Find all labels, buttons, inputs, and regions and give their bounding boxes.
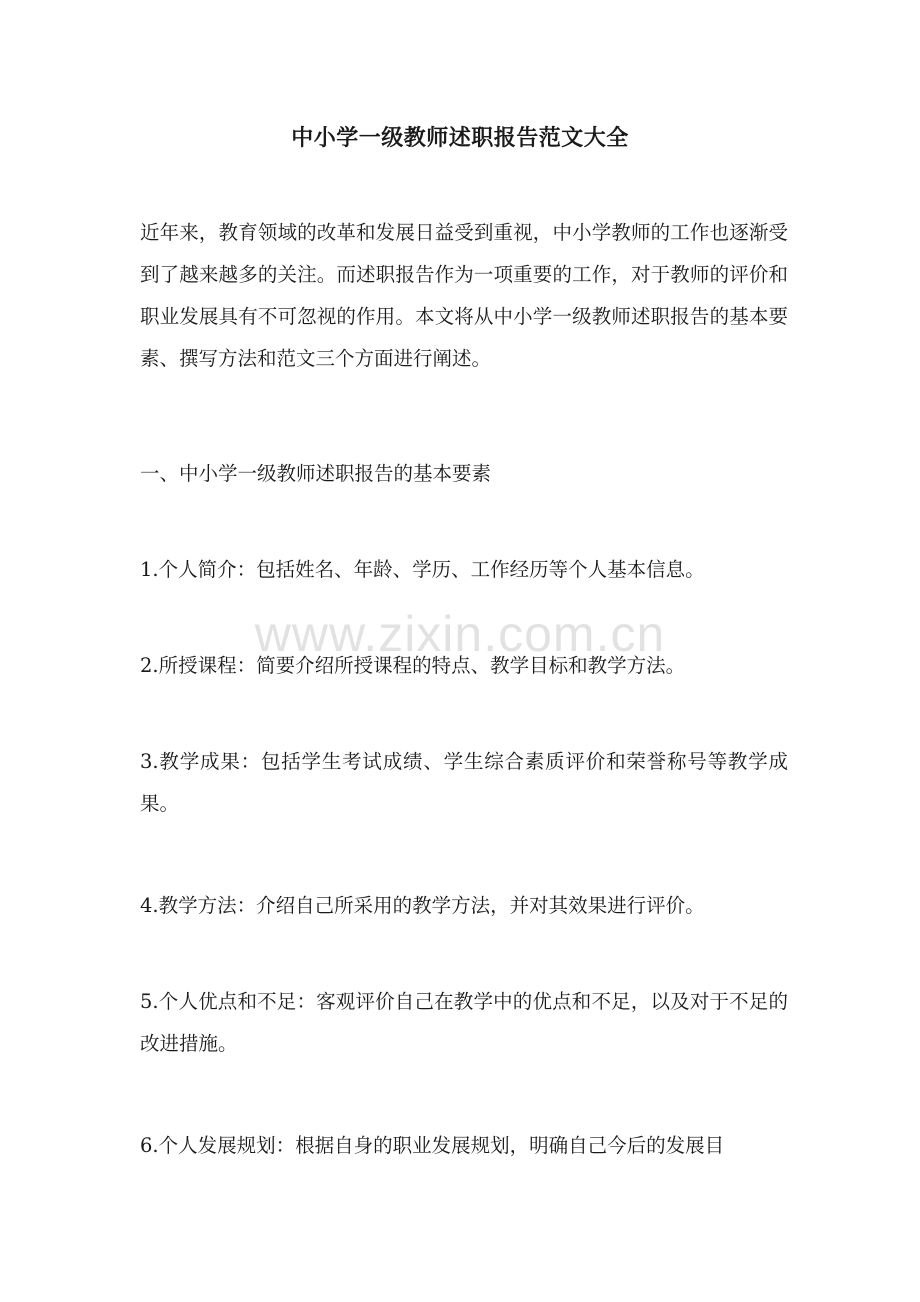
intro-paragraph: 近年来，教育领域的改革和发展日益受到重视，中小学教师的工作也逐渐受到了越来越多的关注。而述职报告作为一项重要的工作，对于教师的评价和职业发展具有不可忽视的作用。本文将从中小学一级教师述职报告的基本要素、撰写方法和范文三个方面进行阐述。	[140, 221, 788, 370]
list-item: 3.教学成果：包括学生考试成绩、学生综合素质评价和荣誉称号等教学成果。	[140, 750, 788, 815]
watermark: www.zixin.com.cn	[254, 606, 666, 662]
list-item: 4.教学方法：介绍自己所采用的教学方法，并对其效果进行评价。	[140, 894, 705, 917]
list-item: 6.个人发展规划：根据自身的职业发展规划，明确自己今后的发展目	[140, 1134, 725, 1157]
list-item: 2.所授课程：简要介绍所授课程的特点、教学目标和教学方法。	[140, 654, 686, 677]
list-item: 1.个人简介：包括姓名、年龄、学历、工作经历等个人基本信息。	[140, 558, 705, 581]
document-title: 中小学一级教师述职报告范文大全	[291, 125, 629, 151]
list-item: 5.个人优点和不足：客观评价自己在教学中的优点和不足，以及对于不足的改进措施。	[140, 990, 788, 1055]
section-heading: 一、中小学一级教师述职报告的基本要素	[140, 462, 492, 485]
